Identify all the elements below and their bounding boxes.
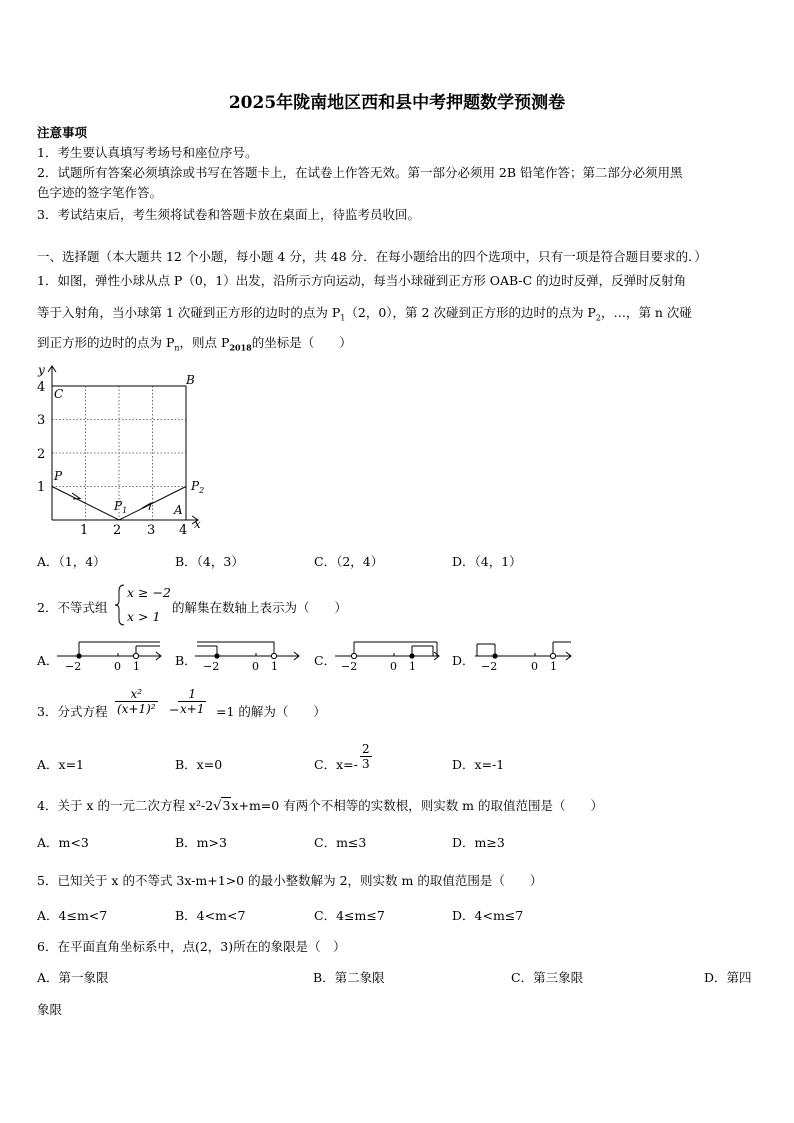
svg-text:1: 1 <box>409 660 416 673</box>
x-tick-3: 3 <box>147 523 156 538</box>
q3-option-a[interactable]: A．x=1 <box>37 757 85 772</box>
q3-fraction-1: $\frac{\text{x²}}{\text{(x+1)²}}$ <box>117 687 156 716</box>
x-axis-label: x <box>194 517 201 531</box>
q3-option-c-fraction[interactable]: $\frac{2}{3}$ <box>362 742 370 771</box>
svg-text:0: 0 <box>114 660 121 673</box>
q6-option-b[interactable]: B．第二象限 <box>313 970 385 985</box>
q1-line2: 等于入射角，当小球第 1 次碰到正方形的边时的点为 $P_1(2$，0），第 2 次碰到正方形的边时的点为 $P_2$，…，第 n 次碰 <box>37 305 692 323</box>
q1-option-b[interactable]: B．（4，3） <box>175 554 244 569</box>
q5-option-d[interactable]: D．4<m≤7 <box>452 908 524 923</box>
sqrt-symbol: √ <box>213 799 222 814</box>
notice-item-2-cont: 色字迹的签字笔作答。 <box>37 185 163 200</box>
q2-brace <box>114 583 126 627</box>
svg-text:−2: −2 <box>481 660 498 673</box>
q2-suffix: 的解集在数轴上表示为（ ） <box>172 600 348 615</box>
q3-fraction-2: $\frac{1}{x+1}$ <box>180 687 205 716</box>
notice-item-3: 3．考试结束后，考生须将试卷和答题卡放在桌面上，待监考员收回。 <box>37 207 420 222</box>
q5-option-c[interactable]: C．4≤m≤7 <box>314 908 385 923</box>
q4-option-a[interactable]: A．m<3 <box>37 835 89 850</box>
q2-option-d-numberline[interactable] <box>473 636 577 674</box>
q3-option-d[interactable]: D．x=-1 <box>452 757 505 772</box>
point-P-label: P <box>54 469 63 483</box>
q3-minus: − <box>169 702 180 717</box>
y-tick-4: 4 <box>37 380 46 395</box>
q1-option-c[interactable]: C．（2，4） <box>314 554 384 569</box>
notice-item-1: 1．考生要认真填写考场号和座位序号。 <box>37 145 258 160</box>
point-C-label: C <box>54 387 64 401</box>
q6-question: 6．在平面直角坐标系中，点(2，3)所在的象限是（ ） <box>37 939 346 954</box>
axes <box>48 366 198 524</box>
q1-line1: 1．如图，弹性小球从点 P（0，1）出发，沿所示方向运动，每当小球碰到正方形 OAB-C 的边时反弹，反弹时反射角 <box>37 273 687 288</box>
q3-option-b[interactable]: B．x=0 <box>175 757 223 772</box>
y-tick-3: 3 <box>37 413 46 428</box>
q3-suffix: =1 的解为（ ） <box>216 704 326 719</box>
point-P1-label: $P_1$ <box>114 499 128 515</box>
q5-option-a[interactable]: A．4≤m<7 <box>37 908 108 923</box>
q2-option-b-numberline[interactable] <box>193 636 305 674</box>
y-axis-label: y <box>38 363 45 377</box>
q6-option-d-wrap[interactable]: 象限 <box>37 1002 63 1017</box>
x-tick-4: 4 <box>179 523 188 538</box>
q4-option-b[interactable]: B．m>3 <box>175 835 227 850</box>
page-title: 2025年陇南地区西和县中考押题数学预测卷 <box>228 93 566 113</box>
q1-line3: 到正方形的边时的点为 $P_n$，则点 $P_{2018}$的坐标是（ ） <box>37 335 352 353</box>
svg-text:0: 0 <box>531 660 538 673</box>
svg-text:1: 1 <box>550 660 557 673</box>
svg-text:0: 0 <box>252 660 259 673</box>
point-B-label: B <box>186 373 195 387</box>
notice-item-2: 2．试题所有答案必须填涂或书写在答题卡上，在试卷上作答无效。第一部分必须用 2B 铅笔作答；第二部分必须用黑 <box>37 165 683 180</box>
notice-heading: 注意事项 <box>37 125 88 140</box>
q2-option-c-numberline[interactable] <box>333 636 445 674</box>
q2-option-b-letter[interactable]: B． <box>175 653 197 668</box>
y-tick-2: 2 <box>37 447 46 462</box>
y-tick-1: 1 <box>37 480 46 495</box>
section-heading: 一、选择题（本大题共 12 个小题，每小题 4 分，共 48 分．在每小题给出的四个选项中，只有一项是符合题目要求的．） <box>37 249 707 264</box>
q2-option-a-letter[interactable]: A． <box>37 653 59 668</box>
point-P2-label: $P_2$ <box>191 479 205 495</box>
svg-text:0: 0 <box>390 660 397 673</box>
q6-option-c[interactable]: C．第三象限 <box>511 970 584 985</box>
q4-option-d[interactable]: D．m≥3 <box>452 835 505 850</box>
svg-text:−2: −2 <box>65 660 82 673</box>
q5-question: 5．已知关于 x 的不等式 3x-m+1>0 的最小整数解为 2，则实数 m 的取值范围是（ ） <box>37 873 543 888</box>
q3-option-c[interactable]: C．x=- <box>314 757 358 772</box>
q4-question: 4．关于 x 的一元二次方程 x²-2√3x+m=0 有两个不相等的实数根，则实数 m 的取值范围是（ ） <box>37 798 603 814</box>
q1-graph <box>30 362 220 542</box>
q2-prefix: 2．不等式组 <box>37 600 108 615</box>
q2-ineq-2: x > 1 <box>127 609 161 624</box>
x-tick-1: 1 <box>80 523 89 538</box>
q4-option-c[interactable]: C．m≤3 <box>314 835 367 850</box>
x-tick-2: 2 <box>113 523 122 538</box>
q5-option-b[interactable]: B．4<m<7 <box>175 908 246 923</box>
q1-option-d[interactable]: D．（4，1） <box>452 554 522 569</box>
q2-option-a-numberline[interactable] <box>55 636 167 674</box>
svg-text:1: 1 <box>133 660 140 673</box>
q3-prefix: 3．分式方程 <box>37 704 108 719</box>
svg-text:1: 1 <box>271 660 278 673</box>
q2-option-c-letter[interactable]: C． <box>314 653 337 668</box>
q6-option-a[interactable]: A．第一象限 <box>37 970 109 985</box>
svg-text:−2: −2 <box>203 660 220 673</box>
q6-option-d[interactable]: D．第四 <box>704 970 752 985</box>
q2-option-d-letter[interactable]: D． <box>452 653 475 668</box>
q2-ineq-1: x ≥ −2 <box>127 585 171 600</box>
svg-text:−2: −2 <box>341 660 358 673</box>
q1-option-a[interactable]: A．（1，4） <box>37 554 106 569</box>
point-A-label: A <box>174 503 183 517</box>
